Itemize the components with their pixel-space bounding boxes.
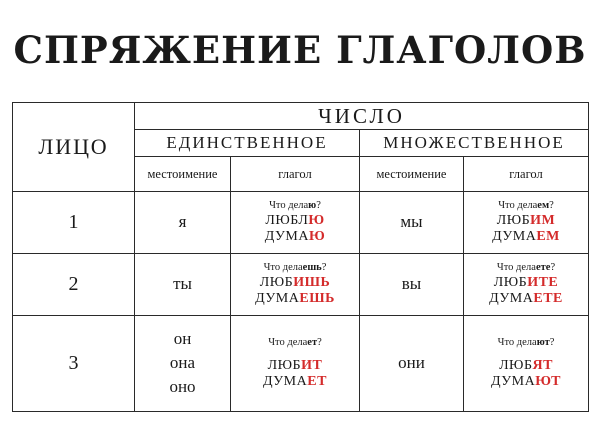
- verb-ending: Ю: [308, 213, 325, 229]
- pronoun-cell: [360, 192, 464, 254]
- verb-form: ЛЮБИШЬ: [259, 275, 331, 291]
- pronoun: они: [398, 353, 425, 373]
- question: Что делает?: [268, 337, 322, 349]
- verb-ending: ЕТ: [307, 374, 327, 390]
- verb-form: ЛЮБЯТ: [499, 358, 553, 374]
- face-number: 2: [13, 253, 135, 315]
- verb-ending: ЕШЬ: [299, 291, 335, 307]
- verb-ending: ЯТ: [532, 358, 553, 374]
- verb-ending: ЮТ: [535, 374, 561, 390]
- face-number: 3: [13, 315, 135, 411]
- page-title: СПРЯЖЕНИЕ ГЛАГОЛОВ: [13, 28, 587, 72]
- table-row: [13, 315, 589, 411]
- verb-cell: [464, 192, 589, 254]
- conjugation-table: [12, 102, 589, 412]
- verb-cell: [464, 315, 589, 411]
- question: Что делаю?: [269, 200, 321, 212]
- pronoun: я: [178, 212, 187, 232]
- verb-cell: [231, 253, 360, 315]
- header-face: ЛИЦО: [13, 103, 135, 192]
- verb-form: ЛЮБИТЕ: [493, 275, 559, 291]
- verb-cell: [464, 253, 589, 315]
- pronoun: оно: [169, 377, 196, 397]
- verb-ending: ИМ: [530, 213, 556, 229]
- verb-form: ДУМАЮ: [264, 229, 326, 245]
- pronoun-cell: [135, 192, 231, 254]
- table-row: [13, 192, 589, 254]
- question: Что делаешь?: [263, 262, 327, 274]
- header-plural: МНОЖЕСТВЕННОЕ: [360, 130, 589, 157]
- verb-cell: [231, 315, 360, 411]
- verb-ending: ИТЕ: [527, 275, 559, 291]
- header-verb-singular: глагол: [231, 157, 360, 192]
- pronoun-cell: [135, 315, 231, 411]
- verb-form: ДУМАЕМ: [492, 229, 560, 245]
- pronoun-cell: [135, 253, 231, 315]
- verb-form: ЛЮБИМ: [496, 213, 556, 229]
- verb-ending: Ю: [308, 229, 326, 245]
- verb-form: ДУМАЕТЕ: [489, 291, 563, 307]
- pronoun: мы: [400, 212, 423, 232]
- question: Что делаете?: [496, 262, 556, 274]
- pronoun-cell: [360, 315, 464, 411]
- face-number: 1: [13, 192, 135, 254]
- verb-ending: ЕМ: [536, 229, 560, 245]
- verb-form: ЛЮБИТ: [267, 358, 323, 374]
- pronoun: она: [169, 353, 196, 373]
- table-row: [13, 253, 589, 315]
- header-pronoun-singular: местоимение: [135, 157, 231, 192]
- verb-cell: [231, 192, 360, 254]
- pronoun: вы: [401, 274, 422, 294]
- header-pronoun-plural: местоимение: [360, 157, 464, 192]
- verb-ending: ЕТЕ: [533, 291, 563, 307]
- pronoun: ты: [173, 274, 192, 294]
- verb-form: ДУМАЕШЬ: [255, 291, 335, 307]
- pronoun-cell: [360, 253, 464, 315]
- question: Что делаем?: [498, 200, 554, 212]
- header-number: ЧИСЛО: [135, 103, 589, 130]
- verb-ending: ИТ: [301, 358, 323, 374]
- header-verb-plural: глагол: [464, 157, 589, 192]
- pronoun: он: [173, 329, 192, 349]
- verb-form: ЛЮБЛЮ: [265, 213, 325, 229]
- question: Что делают?: [497, 337, 555, 349]
- verb-form: ДУМАЕТ: [263, 374, 327, 390]
- verb-ending: ИШЬ: [293, 275, 331, 291]
- header-singular: ЕДИНСТВЕННОЕ: [135, 130, 360, 157]
- verb-form: ДУМАЮТ: [491, 374, 561, 390]
